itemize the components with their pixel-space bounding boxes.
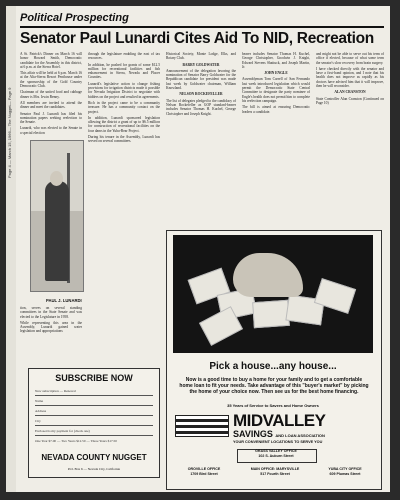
newspaper-page [6,6,390,492]
article-column-3 [166,52,236,224]
company-name: MIDVALLEY [233,411,326,430]
paragraph: A St. Patrick's Dinner on March 16 will honor Howard Smith, Democratic candidate for the Assembly in this district, at 6 p.m. at the Sierra Hotel. [20,52,82,69]
subhead: JOHN ENGLE [264,71,288,76]
ad-headline: Pick a house...any house... [209,361,337,372]
office-address: 1709 Bird Street [190,471,218,476]
paragraph: tion, serves on several standing committees in the State Senate and was elected to the Legislature in 1958. [20,306,82,319]
paragraph: bearer includes Senator Thomas H. Kuchel, George Christopher, Goodwin J. Knight, Edward Stevens Shattuck, and Joseph Martin, Jr. [242,52,310,69]
paragraph: through the legislature enabling the east of tax resources. [88,52,160,61]
photo-caption: PAUL J. LUNARDI [46,298,82,303]
office-title: MAIN OFFICE: MARYSVILLE [250,467,300,471]
subhead: ALAN CRANSTON [334,90,366,95]
newspaper-name: NEVADA COUNTY NUGGET [41,453,147,462]
section-rule [20,26,384,28]
paragraph: Rich in the project came to be a community treasure. He has a community contact on the project. [88,100,160,114]
article-column-4 [242,52,310,224]
coupon-city-field[interactable]: City [35,419,153,426]
article-column-1-continued [20,306,82,364]
senator-figure [45,181,69,281]
oroville-office [173,467,235,476]
coupon-name-field[interactable]: Name [35,399,153,406]
paragraph: All members are invited to attend the dinner and meet the candidates. [20,100,82,110]
paragraph: I have checked directly with the senator and have a first-hand opinion, and I note that his health does not improve as rapidly as his doctors have advised him that it will improve, then he will reconsider. [316,66,384,89]
coupon-title: SUBSCRIBE NOW [55,373,133,383]
ad-body-text: Now is a good time to buy a home for your family and to get a comfortable home loan to fit your needs. Take advantage of this "buyer's market" by picking the home of your choice now. Then see us for the best home financing. [179,377,369,395]
paragraph: In addition, he pushed for grants of some $12.5 million for recreational facilities and fish enhancement in Sierra, Nevada and Placer Counties. [88,62,160,80]
subhead: NELSON ROCKEFELLER [179,92,223,97]
paragraph: Chairman of the united food and cabbage dinner is Mrs. Irwin Benny. [20,90,82,99]
article-column-1 [20,52,82,138]
paragraph: Assemblyman Tom Carrell of San Fernando last week introduced legislation which would permit the Democratic State Central Committee to designate the party nominee of Engle's health does not permit him to complete his reelection campaign. [242,77,310,103]
ad-house-photos-image [173,235,373,353]
office-address: 517 Fourth Street [260,471,290,476]
savings-word: SAVINGS [233,429,273,439]
paragraph: The bill is aimed at ensuring Democratic leaders a candidate. [242,105,310,114]
house-photo-card [252,300,290,328]
paragraph: The list of delegates pledged to the candidacy of Nelson Rockefeller as GOP standard-bearer includes Senator Thomas H. Kuchel, George Christopher and Joseph Knight. [166,98,236,116]
paragraph: During his tenure in the Assembly, Lunardi has served on several committees. [88,135,160,144]
yuba-city-office [315,467,375,476]
paragraph: and might not be able to serve out his term of office if elected, because of what some term the senator's slow recovery from brain surgery. [316,52,384,65]
company-savings [233,429,325,439]
page-edge-strip [6,6,16,492]
main-headline: Senator Paul Lunardi Cites Aid To NID, Recreation [20,30,374,47]
ad-years-service: 35 Years of Service to Savers and Home Owners [227,403,319,408]
company-slogan: YOUR CONVENIENT LOCATIONS TO SERVE YOU [233,440,323,444]
office-title: OROVILLE OFFICE [187,467,221,471]
paragraph: In addition, Lunardi sponsored legislation allowing the district a grant of up to $6.5 million for construction of recreational facilities on the four dams in the Yuba-Bear Project. [88,115,160,133]
subscription-coupon [28,368,160,478]
senator-photo [30,140,84,292]
paragraph: This affair will be held at 6 p.m. March 16 at the Alta-Sierra Resort Penthouse under the sponsorship of the Gold Country Democratic Club. [20,71,82,89]
paragraph: Announcement of the delegation favoring the nomination of Senator Barry Goldwater for the Republican candidate for president was made last week by Goldwater chairman, William Knowland. [166,68,236,91]
office-title: GRASS VALLEY OFFICE [255,449,297,453]
coupon-enclosed-line: Enclosed is my payment for (check one) [35,429,153,436]
main-office [239,467,311,476]
office-address: 609 Plumas Street [329,471,361,476]
hand-image [233,253,303,297]
office-address: 102 S. Auburn Street [258,453,294,458]
subhead: BARRY GOLDWATER [182,62,220,67]
midvalley-logo [175,415,229,437]
paragraph: Lunardi's legislative action to change fishing provisions for irrigation districts made it possible for Nevada Irrigation District to negotiate with bidders on the project and resulted in agreements. [88,81,160,99]
paragraph: Historical Society, Monte Lodge, Elks, and Rotary Club. [166,52,236,61]
paragraph: Senator Paul J. Lunardi has filed his nomination papers seeking reelection to the Senate. [20,111,82,125]
paragraph: State Controller Alan Cranston (Continued on Page 10) [316,96,384,105]
office-title: YUBA CITY OFFICE [328,467,362,471]
section-title: Political Prospecting [20,12,129,24]
paragraph: While representing this area in the Assembly, Lunardi gained water legislation and appropriations [20,320,82,334]
paragraph: Lunardi, who was elected to the Senate in a special election [20,126,82,135]
page-folio: Page 4 — March 15, 1966— The Nugget— Page 9 [7,87,12,178]
logo-band [176,419,228,422]
logo-band [176,425,228,428]
coupon-new-line[interactable]: New subscription — Renewal [35,389,153,396]
logo-band [176,431,228,434]
coupon-address-field[interactable]: Address [35,409,153,416]
coupon-rates[interactable]: One Year $7.00 — Two Years $12.50 — Three Years $17.50 [35,439,117,443]
midvalley-savings-ad [166,230,382,490]
article-column-2 [88,52,160,362]
senator-head [50,171,63,186]
grass-valley-office [237,449,315,458]
savings-suffix: AND LOAN ASSOCIATION [275,433,325,438]
newspaper-address: P.O. Box 6 — Nevada City, California [67,467,121,471]
article-column-5 [316,52,384,224]
